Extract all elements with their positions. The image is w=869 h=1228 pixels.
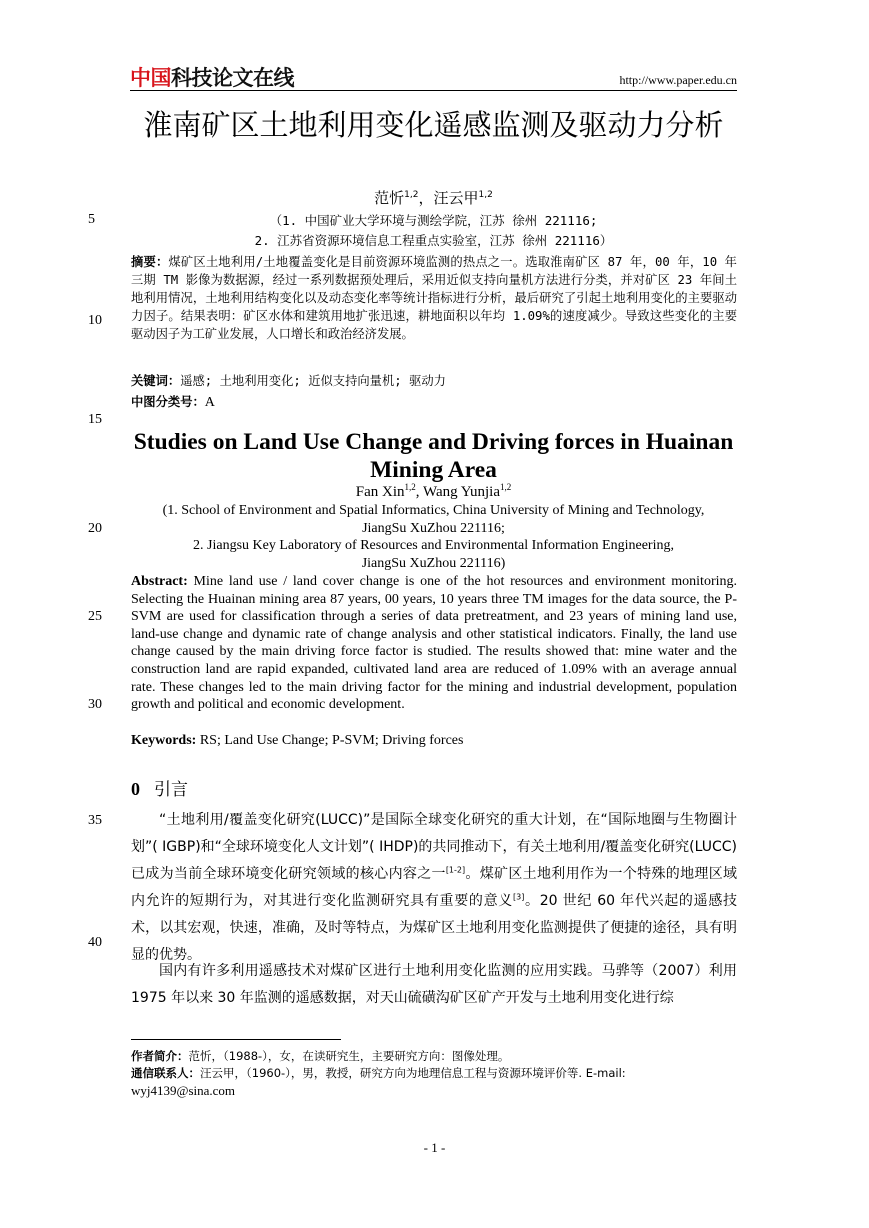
author-1-cn-sup: 1,2 xyxy=(404,190,419,200)
affiliation-cn-2: 2. 江苏省资源环境信息工程重点实验室，江苏 徐州 221116） xyxy=(254,233,613,248)
author-2-en: Wang Yunjia xyxy=(423,484,500,500)
intro-p1-text-1: “土地利用/覆盖变化研究(LUCC)”是国际全球变化研究的重大计划，在“国际地圈与生物圈计划”( IGBP)和“全球环境变化人文计划”( IHDP)的共同推动下，有关土地利用/覆盖变化研究(LUCC)已成为当前全球环境变化研究领域的核心内容之一 xyxy=(131,812,737,882)
author-sep-en: , xyxy=(415,484,423,500)
citation-ref[interactable]: [3] xyxy=(513,892,525,902)
keywords-en xyxy=(131,732,737,750)
authors-cn xyxy=(130,188,737,208)
author-intro-label: 作者简介： xyxy=(131,1049,189,1063)
author-2-en-sup: 1,2 xyxy=(499,482,512,492)
author-1-cn: 范忻 xyxy=(374,189,405,207)
page-header xyxy=(130,60,737,91)
section-title: 引言 xyxy=(154,780,188,800)
author-1-en-sup: 1,2 xyxy=(404,482,416,492)
footnotes xyxy=(131,1048,737,1099)
abstract-cn xyxy=(131,253,737,343)
keywords-cn-text: 遥感; 土地利用变化; 近似支持向量机; 驱动力 xyxy=(180,374,446,388)
title-cn: 淮南矿区土地利用变化遥感监测及驱动力分析 xyxy=(143,108,724,142)
intro-paragraph-1 xyxy=(131,807,737,969)
classification-cn xyxy=(131,393,737,412)
line-number: 5 xyxy=(88,212,95,227)
intro-paragraph-2: 国内有许多利用遥感技术对煤矿区进行土地利用变化监测的应用实践。马骅等（2007）利用 1975 年以来 30 年监测的遥感数据，对天山硫磺沟矿区矿产开发与土地利用变化进行综 xyxy=(131,963,737,1006)
abstract-en xyxy=(131,573,737,714)
classification-cn-label: 中图分类号： xyxy=(131,395,205,409)
author-1-en: Fan Xin xyxy=(355,484,405,500)
contact-footnote xyxy=(131,1065,737,1082)
intro-p1-text-2: 。煤矿区土地利用作为一个特殊的地理区域内允许的短期行为，对其进行变化监测研究具有重要的意义 xyxy=(131,866,738,909)
keywords-cn xyxy=(131,372,737,390)
keywords-en-label: Keywords: xyxy=(131,733,197,748)
line-number: 25 xyxy=(88,609,102,624)
affiliations-en xyxy=(130,502,737,572)
authors-en xyxy=(130,482,737,502)
affiliation-en-line: 2. Jiangsu Key Laboratory of Resources and Environmental Information Engineering, xyxy=(193,538,674,553)
affiliation-en-line: (1. School of Environment and Spatial Informatics, China University of Mining and Technology, xyxy=(162,503,705,518)
affiliation-cn-1: （1. 中国矿业大学环境与测绘学院，江苏 徐州 221116; xyxy=(269,213,598,228)
author-2-cn: 汪云甲 xyxy=(433,189,479,207)
intro-p1-text-3: 。20 世纪 60 年代兴起的遥感技术，以其宏观，快速，准确，及时等特点，为煤矿区土地利用变化监测提供了便捷的途径，具有明显的优势。 xyxy=(131,893,738,963)
logo-black-text: 科技论文在线 xyxy=(171,66,294,90)
abstract-cn-label: 摘要： xyxy=(131,255,169,269)
contact-label: 通信联系人： xyxy=(131,1066,200,1080)
line-number: 20 xyxy=(88,521,102,536)
footnote-divider xyxy=(131,1039,341,1040)
line-number: 30 xyxy=(88,697,102,712)
line-number: 10 xyxy=(88,313,102,328)
title-en: Studies on Land Use Change and Driving forces in Huainan Mining Area xyxy=(133,429,734,483)
affiliation-en-line: JiangSu XuZhou 221116) xyxy=(361,555,506,571)
keywords-en-text: RS; Land Use Change; P-SVM; Driving forces xyxy=(199,733,464,748)
logo-red-text: 中国 xyxy=(130,66,171,90)
abstract-cn-text: 煤矿区土地利用/土地覆盖变化是目前资源环境监测的热点之一。选取淮南矿区 87 年，00 年，10 年三期 TM 影像为数据源，经过一系列数据预处理后，采用近似支持向量机方法进行分类，并对矿区 23 年间土地利用情况，土地利用结构变化以及动态变化率等统计指标进行分析，最后研究了引起土地利用变化的主要驱动力因子。结果表明：矿区水体和建筑用地扩张迅速，耕地面积以年均 1.09%的速度减少。导致这些变化的主要驱动因子为工矿业发展，人口增长和政治经济发展。 xyxy=(131,255,737,341)
affiliation-en-line: JiangSu XuZhou 221116; xyxy=(362,520,505,536)
author-sep-cn: ， xyxy=(418,189,434,207)
contact-email[interactable]: wyj4139@sina.com xyxy=(131,1083,236,1098)
header-url[interactable]: http://www.paper.edu.cn xyxy=(619,73,737,87)
line-number: 35 xyxy=(88,813,102,828)
author-intro-footnote xyxy=(131,1048,737,1065)
abstract-en-label: Abstract: xyxy=(131,574,188,589)
keywords-cn-label: 关键词： xyxy=(131,374,181,388)
line-number: 40 xyxy=(88,935,102,950)
section-number: 0 xyxy=(131,779,140,799)
page-number: - 1 - xyxy=(423,1140,446,1155)
journal-logo xyxy=(130,62,294,92)
section-heading xyxy=(131,776,188,803)
classification-cn-value: A xyxy=(204,395,215,410)
contact-text: 汪云甲，（1960-），男，教授，研究方向为地理信息工程与资源环境评价等. E-mail: xyxy=(200,1066,626,1080)
abstract-en-text: Mine land use / land cover change is one of the hot resources and environment monitoring. Selecting the Huainan mining area 87 years, 00 years, 10 years three TM images for the data source, the P-SVM are used for classification through a series of data pretreatment, and 23 years of mining land use, land-use change and dynamic rate of change analysis and other statistical indicators. Finally, the land use change caused by the main driving force factor is studied. The results showed that: mine water and the construction land are rapid expanded, cultivated land area are reduced of 1.09% with an average annual rate. These changes led to the main driving factor for the mining and industrial development, population growth and political and economic development. xyxy=(131,574,737,713)
citation-ref[interactable]: [1-2] xyxy=(445,865,466,875)
line-number: 15 xyxy=(88,412,102,427)
author-2-cn-sup: 1,2 xyxy=(478,190,493,200)
author-intro-text: 范忻，（1988-），女，在读研究生，主要研究方向：图像处理。 xyxy=(188,1049,510,1063)
